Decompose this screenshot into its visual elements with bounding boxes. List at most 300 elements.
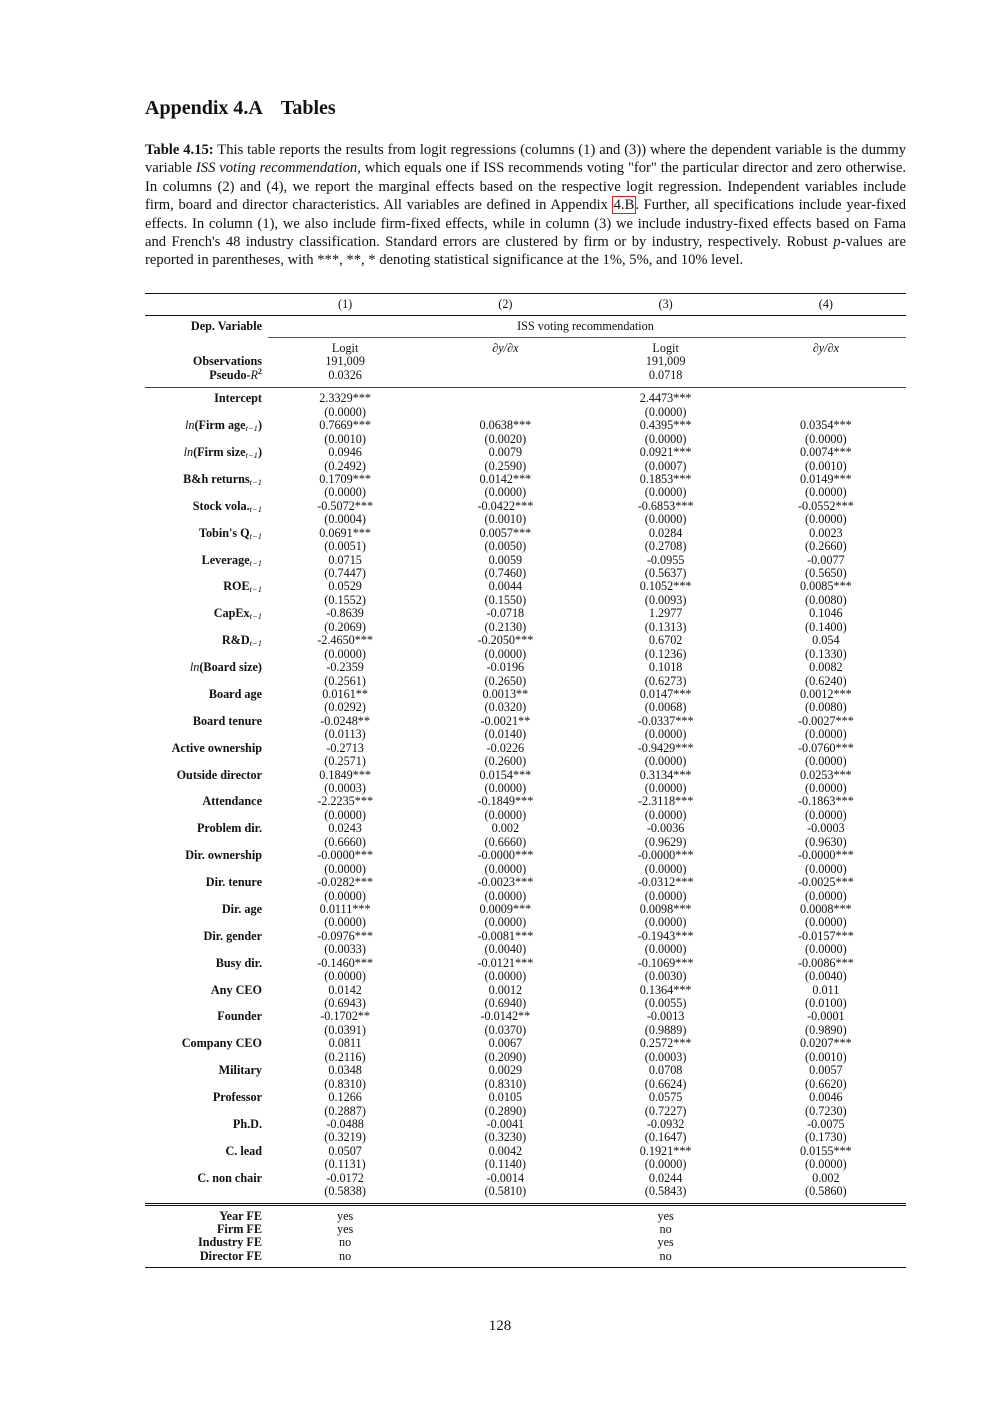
variable-label (145, 661, 265, 674)
coefficient-cell: -0.0196 (486, 660, 525, 675)
p-value-cell: (0.9630) (805, 834, 847, 849)
coefficient-row (145, 769, 906, 782)
model-cell: ∂y/∂x (812, 341, 839, 355)
coefficient-cell: 0.0638*** (479, 418, 532, 433)
coefficient-cell: -0.6853*** (637, 498, 694, 513)
fixed-effect-cell (746, 1223, 906, 1236)
spacer (145, 594, 265, 607)
coefficient-cell: -0.0955 (646, 552, 685, 567)
p-value-cell: (0.0050) (484, 539, 527, 554)
variable-suffix: ) (257, 418, 262, 433)
coefficient-cell: 0.7669*** (319, 418, 372, 433)
p-value-cell: (0.0010) (484, 512, 527, 527)
coefficient-row (145, 930, 906, 943)
p-value-row (145, 1051, 906, 1064)
variable-name: B&h returns (183, 471, 250, 486)
model-row (145, 342, 906, 355)
coefficient-cell: -0.0021** (480, 713, 531, 728)
dep-variable-value: ISS voting recommendation (517, 319, 654, 333)
coefficient-cell: 0.0921*** (639, 445, 692, 460)
p-value-cell: (0.2887) (324, 1103, 366, 1118)
p-value-cell: (0.1131) (324, 1157, 366, 1172)
variable-name: Stock vola. (192, 498, 250, 513)
p-value-cell: (0.9890) (805, 1022, 847, 1037)
coefficient-row (145, 634, 906, 647)
variable-label (145, 1010, 265, 1023)
p-value-cell: (0.0391) (324, 1022, 366, 1037)
p-value-cell: (0.0320) (484, 700, 527, 715)
section-title (145, 97, 336, 120)
p-value-row (145, 594, 906, 607)
p-value-cell: (0.2660) (805, 539, 847, 554)
p-value-cell: (0.5810) (484, 1184, 527, 1199)
spacer (145, 1105, 265, 1118)
p-value-cell: (0.8310) (324, 1076, 366, 1091)
variable-name: Founder (217, 1009, 262, 1024)
p-value-row (145, 1024, 906, 1037)
caption-italic: ISS voting recommendation (195, 160, 358, 177)
pseudo-r2-cell (746, 369, 906, 382)
model-cell: Logit (652, 341, 679, 355)
variable-label (145, 688, 265, 701)
p-value-cell: (0.0000) (805, 781, 847, 795)
fixed-effect-row (145, 1250, 906, 1263)
p-value-cell: (0.6273) (644, 673, 687, 688)
coefficient-cell: -0.1849*** (477, 794, 534, 809)
spacer (145, 970, 265, 983)
p-value-cell: (0.0080) (805, 592, 847, 607)
coefficient-row (145, 1010, 906, 1023)
p-value-cell: (0.0040) (484, 942, 527, 957)
variable-name: Board age (208, 686, 262, 701)
time-subscript: t−1 (249, 530, 262, 541)
p-value-row (145, 621, 906, 634)
coefficient-row (145, 1064, 906, 1077)
p-value-row (145, 433, 906, 446)
p-value-cell: (0.0000) (805, 915, 847, 930)
spacer (145, 648, 265, 661)
spacer (145, 916, 265, 929)
column-header: (4) (818, 297, 833, 311)
coefficient-cell: 0.0012 (488, 982, 523, 997)
coefficient-row (145, 580, 906, 593)
p-value-cell: (0.1313) (644, 619, 687, 634)
variable-name: CapEx (213, 606, 250, 621)
coefficient-cell: -0.0760*** (797, 740, 854, 755)
p-value-cell: (0.1550) (484, 592, 527, 607)
spacer (145, 1024, 265, 1037)
spacer (145, 782, 265, 795)
variable-label (145, 1091, 265, 1104)
variable-label (145, 795, 265, 808)
coefficient-cell: 0.4395*** (639, 418, 692, 433)
p-value-cell: (0.0051) (324, 539, 366, 554)
p-value-cell: (0.0000) (644, 485, 687, 500)
spacer (145, 406, 265, 419)
p-value-cell: (0.0007) (644, 458, 687, 473)
appendix-link[interactable]: 4.B (613, 197, 635, 214)
time-subscript: t−1 (245, 450, 258, 461)
p-value-cell: (0.0000) (805, 942, 847, 957)
variable-name: Leverage (201, 552, 250, 567)
p-value-row (145, 1158, 906, 1171)
coefficient-cell: -0.0023*** (477, 875, 534, 890)
p-value-cell: (0.2571) (324, 754, 366, 769)
coefficient-row (145, 984, 906, 997)
column-header: (3) (658, 297, 673, 311)
p-value-cell: (0.0010) (805, 1049, 847, 1064)
p-value-cell: (0.0000) (324, 404, 366, 419)
coefficient-cell: 0.2572*** (639, 1036, 692, 1051)
p-value-cell: (0.0003) (324, 781, 366, 795)
coefficient-cell: 0.0243 (328, 821, 362, 836)
p-value-row (145, 943, 906, 956)
p-value-cell: (0.5843) (644, 1184, 687, 1199)
variable-label (145, 903, 265, 916)
p-value-cell: (0.2492) (324, 458, 366, 473)
variable-label (145, 769, 265, 782)
fixed-effect-label: Industry FE (197, 1235, 262, 1250)
p-value-cell: (0.2561) (324, 673, 366, 688)
p-value-cell: (0.0100) (805, 996, 847, 1010)
p-value-cell: (0.6624) (644, 1076, 687, 1091)
p-value-cell: (0.0000) (805, 754, 847, 769)
spacer (145, 890, 265, 903)
p-value-row (145, 648, 906, 661)
p-value-cell: (0.0000) (324, 969, 366, 984)
p-value-cell: (0.7230) (805, 1103, 847, 1118)
p-value-row (145, 460, 906, 473)
variable-name: Board tenure (192, 713, 262, 728)
p-value-cell: (0.3230) (484, 1130, 527, 1145)
model-cell: Logit (331, 341, 359, 355)
coefficient-cell: 0.0057 (809, 1063, 843, 1078)
spacer (145, 513, 265, 526)
caption-text: This table reports the results from logit regressions (columns (1) and (3)) where the dependent variable is the dummy variable (145, 142, 907, 177)
p-value-row (145, 916, 906, 929)
coefficient-cell: 0.0253*** (799, 767, 852, 782)
spacer (145, 621, 265, 634)
coefficient-cell: 0.0691*** (319, 525, 372, 540)
p-value-row (145, 675, 906, 688)
fixed-effect-row (145, 1236, 906, 1249)
coefficient-cell: -0.0422*** (477, 498, 534, 513)
p-value-cell: (0.0020) (484, 431, 527, 446)
p-value-cell: (0.2116) (324, 1049, 366, 1064)
coefficient-row (145, 903, 906, 916)
p-value-cell: (0.6660) (324, 834, 366, 849)
p-value-cell: (0.0000) (644, 915, 687, 930)
coefficient-cell: 2.3329*** (319, 391, 372, 406)
coefficient-cell: -0.1863*** (797, 794, 854, 809)
pseudo-r2-row (145, 366, 906, 382)
p-value-cell: (0.0000) (484, 915, 527, 930)
coefficient-cell: 0.0082 (809, 660, 843, 675)
model-cell: ∂y/∂x (492, 341, 519, 355)
coefficient-cell: 1.2977 (648, 606, 683, 621)
p-value-cell: (0.0033) (324, 942, 366, 957)
coefficient-cell: 0.0161** (322, 686, 368, 701)
spacer (145, 863, 265, 876)
p-value-row (145, 782, 906, 795)
coefficient-cell: 0.0023 (809, 525, 843, 540)
variable-label (145, 822, 265, 835)
p-value-cell (425, 406, 585, 419)
pseudo-r2-label: Pseudo-$R^2$ (209, 366, 262, 382)
coefficient-cell: 0.0111*** (319, 901, 371, 916)
p-value-cell: (0.0068) (644, 700, 687, 715)
coefficient-cell: -0.0248** (320, 713, 370, 728)
coefficient-cell: -0.0027*** (797, 713, 854, 728)
coefficient-cell: 0.0013** (482, 686, 529, 701)
observations-cell: 191,009 (645, 354, 686, 369)
fixed-effect-cell: yes (337, 1222, 354, 1236)
p-value-cell: (0.2890) (484, 1103, 527, 1118)
fixed-effect-cell: no (339, 1248, 352, 1263)
variable-label (145, 607, 265, 620)
coefficient-row (145, 661, 906, 674)
caption-italic: p (833, 234, 841, 251)
variable-label (145, 1145, 265, 1158)
coefficient-cell: 0.0207*** (799, 1036, 852, 1051)
p-value-cell: (0.1330) (805, 646, 847, 661)
p-value-cell: (0.0000) (644, 727, 687, 742)
coefficient-cell: 0.0708 (648, 1063, 683, 1078)
p-value-row (145, 1078, 906, 1091)
coefficient-cell: 0.0012*** (799, 686, 852, 701)
coefficient-cell: -0.1460*** (317, 955, 374, 970)
spacer (145, 1078, 265, 1091)
p-value-cell: (0.0000) (484, 807, 527, 822)
coefficient-cell: 0.0147*** (639, 686, 692, 701)
variable-name: Busy dir. (215, 955, 262, 970)
fixed-effect-label: Firm FE (216, 1222, 262, 1236)
time-subscript: t−1 (249, 638, 262, 649)
spacer (145, 755, 265, 768)
p-value-row (145, 970, 906, 983)
caption-text: , which equals one if ISS recommends voting "for" the particular director and zero otherwise. In columns (2) and (4), we report the marginal effects based on the respective logit regression. Independent variables include firm, board and director characteristics. All variables are defined in Appendix (145, 160, 906, 214)
coefficient-row (145, 446, 906, 459)
coefficient-cell: 0.0244 (648, 1170, 683, 1185)
fixed-effect-cell (425, 1210, 585, 1223)
coefficient-cell: -0.0932 (646, 1116, 685, 1131)
coefficient-cell: 0.0811 (328, 1036, 362, 1051)
variable-name: R&D (221, 633, 250, 648)
coefficient-cell: -0.0718 (486, 606, 525, 621)
coefficient-row (145, 419, 906, 432)
coefficient-cell: -0.0086*** (797, 955, 854, 970)
variable-name: Dir. tenure (205, 875, 262, 890)
p-value-cell: (0.0093) (644, 592, 687, 607)
variable-label (145, 419, 265, 432)
p-value-cell: (0.1730) (805, 1130, 847, 1145)
coefficient-row (145, 1091, 906, 1104)
p-value-cell: (0.0000) (324, 485, 366, 500)
p-value-row (145, 1131, 906, 1144)
coefficient-cell: -0.1943*** (637, 928, 694, 943)
coefficient-cell: 0.0042 (488, 1143, 523, 1158)
dep-variable-row (145, 316, 906, 337)
coefficient-cell: 0.1364*** (639, 982, 692, 997)
coefficient-cell: -0.2359 (326, 660, 364, 675)
coefficient-row (145, 554, 906, 567)
variable-label (145, 1064, 265, 1077)
variable-name: Any CEO (210, 982, 262, 997)
time-subscript: t−1 (249, 476, 262, 487)
coefficient-cell: 0.0354*** (799, 418, 852, 433)
observations-cell: 191,009 (325, 354, 365, 369)
coefficient-cell: -0.0552*** (797, 498, 854, 513)
table-caption (145, 141, 906, 270)
p-value-row (145, 486, 906, 499)
coefficient-cell: -0.0001 (807, 1009, 845, 1024)
coefficient-cell: 0.6702 (648, 633, 683, 648)
column-header: (2) (498, 297, 513, 311)
coefficient-rows (145, 392, 906, 1198)
coefficient-row (145, 1145, 906, 1158)
spacer (145, 943, 265, 956)
time-subscript: t−1 (249, 584, 262, 595)
p-value-cell: (0.2090) (484, 1049, 527, 1064)
page-number: 128 (488, 1318, 512, 1334)
coefficient-row (145, 392, 906, 405)
coefficient-cell: -0.0000*** (797, 848, 854, 863)
spacer (145, 675, 265, 688)
fixed-effect-cell (425, 1223, 585, 1236)
p-value-cell: (0.0000) (805, 727, 847, 742)
time-subscript: t−1 (249, 557, 262, 568)
coefficient-cell: -0.0000*** (317, 848, 374, 863)
fixed-effect-cell: no (659, 1248, 672, 1263)
p-value-cell: (0.2600) (484, 754, 527, 769)
p-value-cell: (0.0000) (644, 942, 687, 957)
fixed-effect-cell (425, 1250, 585, 1263)
spacer (145, 1158, 265, 1171)
coefficient-cell: 0.1266 (328, 1090, 362, 1105)
caption-label: Table 4.15: (145, 142, 214, 158)
fixed-effect-label: Year FE (219, 1208, 262, 1223)
p-value-cell: (0.1552) (324, 592, 366, 607)
coefficient-cell: 0.0348 (328, 1063, 362, 1078)
variable-label (145, 984, 265, 997)
p-value-cell: (0.0000) (484, 888, 527, 903)
p-value-cell: (0.0000) (324, 646, 366, 661)
fixed-effect-cell: yes (657, 1235, 674, 1250)
fixed-effect-cell: no (659, 1222, 672, 1236)
coefficient-cell: 0.0074*** (799, 445, 852, 460)
p-value-cell: (0.0000) (484, 861, 527, 876)
coefficient-cell: 0.1018 (648, 660, 683, 675)
coefficient-cell: -0.0000*** (477, 848, 534, 863)
p-value-row (145, 997, 906, 1010)
coefficient-cell: -2.3118*** (637, 794, 694, 809)
p-value-cell: (0.2069) (324, 619, 366, 634)
regression-table (145, 293, 906, 1268)
p-value-cell: (0.6943) (324, 996, 366, 1010)
coefficient-row (145, 876, 906, 889)
variable-name: Active ownership (171, 740, 262, 755)
coefficient-cell: 0.1046 (809, 606, 843, 621)
coefficient-cell: -0.0036 (646, 821, 685, 836)
variable-name: Company CEO (181, 1036, 262, 1051)
p-value-row (145, 809, 906, 822)
variable-label (145, 1172, 265, 1185)
p-value-cell: (0.1236) (644, 646, 687, 661)
p-value-cell: (0.6240) (805, 673, 847, 688)
coefficient-cell: -0.0081*** (477, 928, 534, 943)
coefficient-cell: 0.1921*** (639, 1143, 692, 1158)
p-value-cell: (0.0000) (805, 807, 847, 822)
pseudo-r2-cell: 0.0326 (328, 367, 362, 382)
p-value-cell: (0.0000) (644, 861, 687, 876)
coefficient-row (145, 1172, 906, 1185)
coefficient-cell: -0.0003 (807, 821, 845, 836)
p-value-cell: (0.5650) (805, 566, 847, 580)
coefficient-cell: -0.9429*** (637, 740, 694, 755)
fixed-effect-cell (746, 1210, 906, 1223)
coefficient-cell: -0.2713 (326, 740, 364, 755)
p-value-cell: (0.0000) (484, 646, 527, 661)
variable-label (145, 580, 265, 593)
p-value-cell: (0.1647) (644, 1130, 687, 1145)
coefficient-cell: 0.0154*** (479, 767, 532, 782)
p-value-cell: (0.0370) (484, 1022, 527, 1037)
coefficient-cell: -0.2050*** (477, 633, 534, 648)
observations-cell (425, 355, 585, 368)
coefficient-cell: 0.002 (491, 821, 520, 836)
p-value-cell: (0.7227) (644, 1103, 687, 1118)
variable-name: Professor (212, 1090, 262, 1105)
p-value-cell: (0.0000) (644, 754, 687, 769)
p-value-row (145, 1105, 906, 1118)
coefficient-cell: 0.0149*** (799, 471, 852, 486)
time-subscript: t−1 (245, 423, 258, 434)
p-value-row (145, 406, 906, 419)
coefficient-cell: 0.1853*** (639, 471, 692, 486)
p-value-cell: (0.0000) (644, 807, 687, 822)
p-value-cell: (0.0000) (805, 431, 847, 446)
coefficient-cell: 0.0029 (488, 1063, 523, 1078)
p-value-cell: (0.0000) (805, 485, 847, 500)
coefficient-row (145, 473, 906, 486)
ln-prefix: ln (184, 418, 195, 433)
coefficient-row (145, 607, 906, 620)
variable-label (145, 1037, 265, 1050)
p-value-cell: (0.9889) (644, 1022, 687, 1037)
coefficient-cell: -0.0488 (326, 1116, 364, 1131)
spacer (145, 486, 265, 499)
p-value-cell: (0.0000) (484, 781, 527, 795)
fixed-effect-cell: no (339, 1235, 352, 1250)
coefficient-cell: 0.0142 (328, 982, 362, 997)
coefficient-cell: -0.1069*** (637, 955, 694, 970)
coefficient-cell: -0.0976*** (317, 928, 374, 943)
p-value-row (145, 863, 906, 876)
variable-name: Attendance (202, 794, 262, 809)
p-value-row (145, 540, 906, 553)
spacer (145, 728, 265, 741)
spacer (145, 809, 265, 822)
dep-variable-label: Dep. Variable (190, 319, 262, 333)
coefficient-cell: -2.4650*** (317, 633, 374, 648)
coefficient-cell: -0.0041 (486, 1116, 525, 1131)
p-value-cell: (0.1140) (484, 1157, 526, 1172)
p-value-cell: (0.0030) (644, 969, 687, 984)
p-value-cell: (0.3219) (324, 1130, 366, 1145)
variable-label (145, 1118, 265, 1131)
p-value-cell: (0.0010) (324, 431, 366, 446)
p-value-cell: (0.0000) (324, 861, 366, 876)
